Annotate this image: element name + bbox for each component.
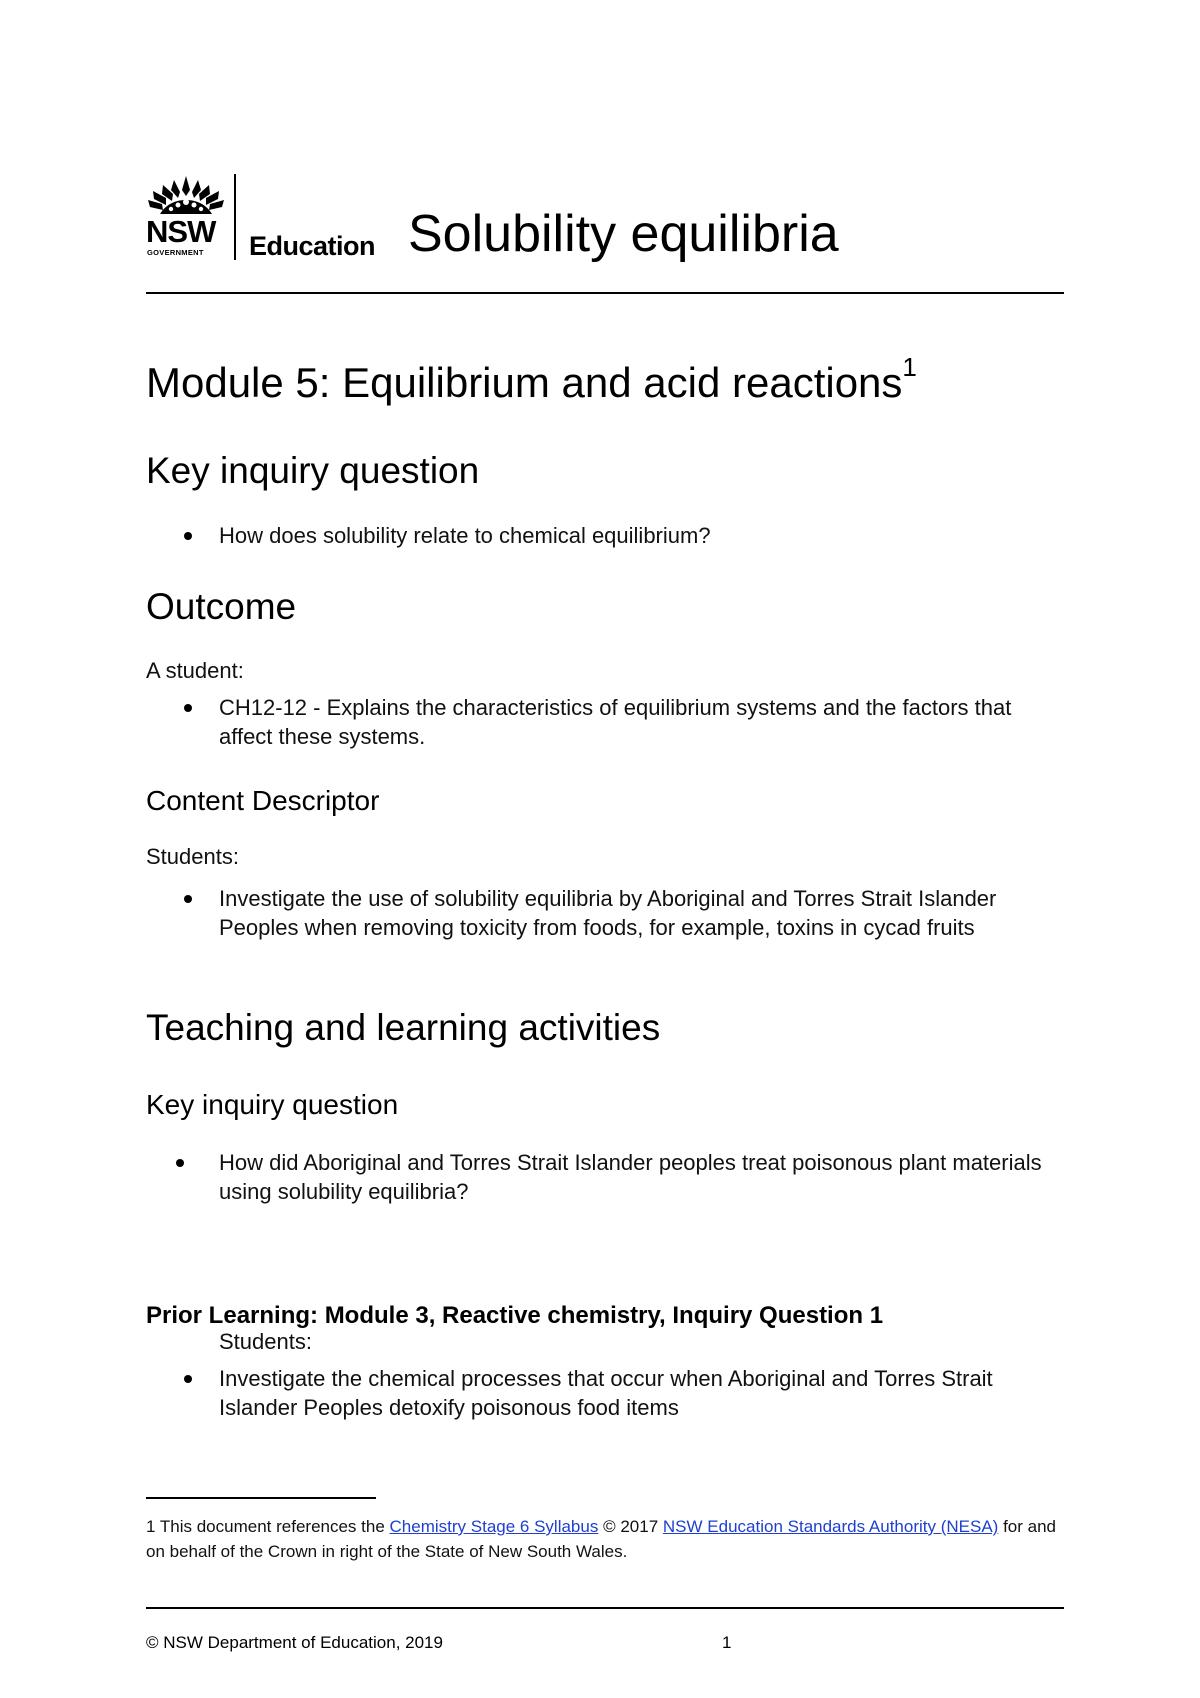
- footer-divider: [146, 1607, 1064, 1609]
- list-item-text: CH12-12 - Explains the characteristics of equilibrium systems and the factors that affect these systems.: [219, 695, 1012, 749]
- module-heading-text: Module 5: Equilibrium and acid reactions: [146, 359, 903, 406]
- page-number: 1: [722, 1633, 732, 1652]
- module-heading: [146, 352, 917, 408]
- teaching-key-inquiry-heading: Key inquiry question: [146, 1089, 399, 1120]
- logo-nsw-text: NSW: [146, 214, 216, 249]
- footnote-text-middle: © 2017: [603, 1517, 659, 1536]
- bullet-icon: [176, 1159, 184, 1167]
- footnote-text-before: This document references the: [159, 1517, 385, 1536]
- prior-learning-heading: Prior Learning: Module 3, Reactive chemistry, Inquiry Question 1: [146, 1301, 884, 1329]
- footnote-separator: [146, 1497, 376, 1499]
- logo-divider: [234, 174, 236, 260]
- footnote-number: 1: [146, 1517, 156, 1536]
- footnote-text-after: for and on behalf of the Crown in right of the State of New South Wales.: [146, 1517, 1057, 1561]
- list-item: [146, 1148, 1066, 1206]
- bullet-icon: [184, 895, 192, 903]
- list-item-text: How did Aboriginal and Torres Strait Islander peoples treat poisonous plant materials using solubility equilibria?: [219, 1150, 1042, 1204]
- list-item-text: Investigate the use of solubility equilibria by Aboriginal and Torres Strait Islander Peoples when removing toxicity from foods, for example, toxins in cycad fruits: [219, 886, 997, 940]
- prior-learning-intro: Students:: [219, 1329, 312, 1354]
- content-descriptor-intro: Students:: [146, 844, 239, 869]
- key-inquiry-heading: Key inquiry question: [146, 450, 480, 491]
- bullet-icon: [184, 1375, 192, 1383]
- footnote: [146, 1514, 1066, 1564]
- footer-copyright: © NSW Department of Education, 2019: [146, 1633, 443, 1652]
- teaching-heading: Teaching and learning activities: [146, 1007, 661, 1048]
- list-item: [146, 884, 1066, 942]
- nsw-education-logo: [146, 174, 390, 260]
- footnote-ref[interactable]: 1: [902, 352, 917, 382]
- content-descriptor-heading: Content Descriptor: [146, 785, 380, 816]
- outcome-intro: A student:: [146, 658, 244, 683]
- header-divider: [146, 292, 1064, 294]
- logo-government-text: GOVERNMENT: [147, 248, 204, 257]
- nesa-link[interactable]: NSW Education Standards Authority (NESA): [662, 1517, 999, 1536]
- bullet-icon: [184, 532, 192, 540]
- list-item: [146, 1364, 1066, 1422]
- list-item-text: How does solubility relate to chemical equilibrium?: [219, 523, 711, 548]
- outcome-heading: Outcome: [146, 586, 297, 627]
- waratah-icon: [146, 174, 226, 216]
- list-item: [146, 693, 1066, 751]
- bullet-icon: [184, 704, 192, 712]
- list-item: [146, 521, 1066, 550]
- syllabus-link[interactable]: Chemistry Stage 6 Syllabus: [389, 1517, 599, 1536]
- logo-education-text: Education: [249, 231, 376, 261]
- list-item-text: Investigate the chemical processes that occur when Aboriginal and Torres Strait Islander Peoples detoxify poisonous food items: [219, 1366, 993, 1420]
- document-title: Solubility equilibria: [408, 205, 839, 263]
